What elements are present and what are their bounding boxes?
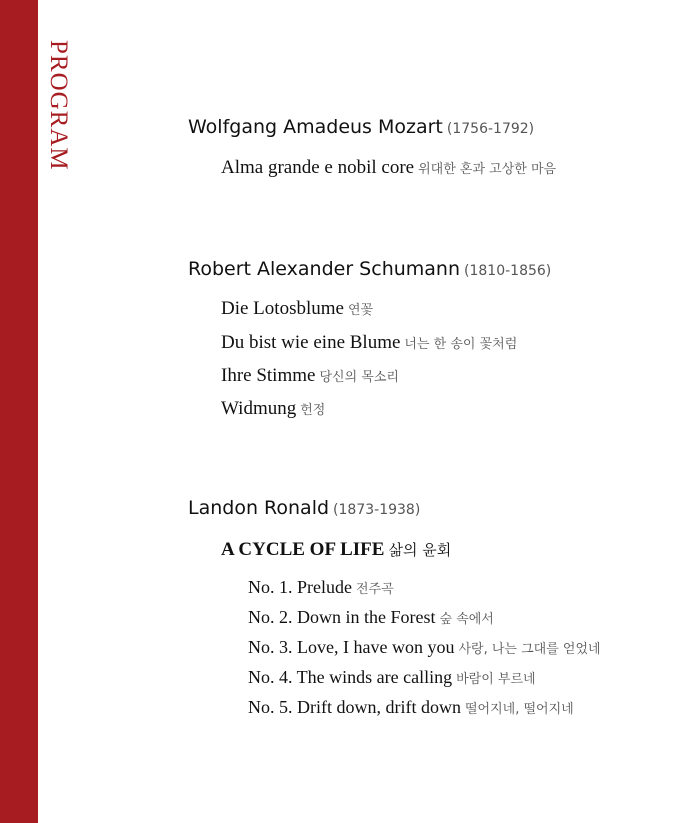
program-heading: PROGRAM xyxy=(45,40,72,171)
piece-title: No. 3. Love, I have won you xyxy=(248,637,455,657)
piece-item xyxy=(248,607,494,628)
piece-korean: 숲 속에서 xyxy=(439,612,494,627)
piece-title: No. 4. The winds are calling xyxy=(248,667,453,687)
piece-korean: 바람이 부르네 xyxy=(456,672,536,687)
piece-title: No. 5. Drift down, drift down xyxy=(248,697,461,717)
piece-item xyxy=(221,365,399,387)
piece-korean: 너는 한 송이 꽃처럼 xyxy=(404,337,518,352)
cycle-korean: 삶의 윤회 xyxy=(388,541,452,559)
piece-korean: 사랑, 나는 그대를 얻었네 xyxy=(458,642,601,657)
piece-title: Du bist wie eine Blume xyxy=(221,332,401,353)
piece-title: No. 2. Down in the Forest xyxy=(248,607,436,627)
piece-korean: 헌정 xyxy=(300,403,326,418)
piece-item xyxy=(248,637,601,658)
composer-name: Wolfgang Amadeus Mozart xyxy=(188,116,443,138)
piece-title: No. 1. Prelude xyxy=(248,577,352,597)
composer-schumann xyxy=(188,258,551,280)
sidebar-band xyxy=(0,0,38,823)
piece-korean: 연꽃 xyxy=(347,303,374,318)
piece-item xyxy=(221,398,325,420)
piece-title: Widmung xyxy=(221,398,297,419)
piece-korean: 위대한 혼과 고상한 마음 xyxy=(418,162,557,177)
composer-ronald xyxy=(188,497,420,519)
piece-title: Ihre Stimme xyxy=(221,365,316,386)
piece-item xyxy=(248,667,536,688)
piece-item xyxy=(221,157,556,179)
piece-item xyxy=(248,697,574,718)
piece-title: Alma grande e nobil core xyxy=(221,157,415,178)
piece-korean: 당신의 목소리 xyxy=(319,370,399,385)
piece-item xyxy=(248,577,394,598)
piece-title: Die Lotosblume xyxy=(221,298,344,319)
piece-korean: 떨어지네, 떨어지네 xyxy=(464,702,574,717)
song-cycle-title xyxy=(221,539,451,561)
piece-item xyxy=(221,332,517,354)
composer-name: Robert Alexander Schumann xyxy=(188,258,461,280)
piece-item xyxy=(221,298,373,320)
composer-name: Landon Ronald xyxy=(188,497,330,519)
composer-mozart xyxy=(188,116,534,138)
composer-years: (1756-1792) xyxy=(446,121,535,137)
composer-years: (1873-1938) xyxy=(333,502,421,518)
composer-years: (1810-1856) xyxy=(464,263,552,279)
piece-korean: 전주곡 xyxy=(355,582,394,597)
cycle-title: A CYCLE OF LIFE xyxy=(221,539,385,560)
